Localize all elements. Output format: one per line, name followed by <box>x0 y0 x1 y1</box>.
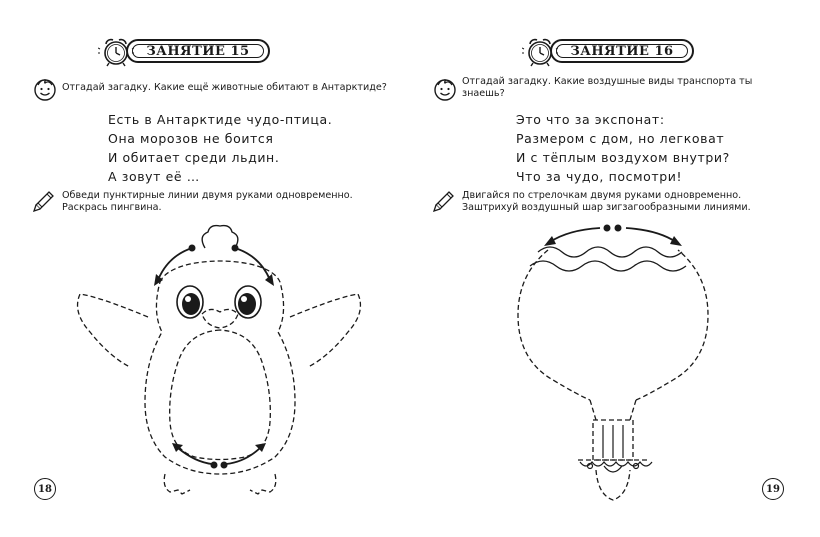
basket-bottom-outline <box>596 470 630 500</box>
top-right-arrow <box>626 228 676 242</box>
right-foot-outline <box>250 474 276 494</box>
riddle-poem <box>108 110 332 186</box>
balloon-envelope-outline <box>518 250 708 400</box>
drawing-task-line: Двигайся по стрелочкам двумя руками одновременно. <box>462 190 742 201</box>
riddle-poem <box>516 110 730 186</box>
penguin-belly-outline <box>170 330 271 460</box>
poem-line: А зовут её … <box>108 169 200 184</box>
poem-line: Это что за экспонат: <box>516 112 665 127</box>
wavy-line-lower <box>530 261 686 271</box>
penguin-eyes <box>177 286 261 318</box>
bottom-right-arrow <box>226 448 260 464</box>
child-face-icon <box>432 76 458 102</box>
child-face-icon <box>32 76 58 102</box>
penguin-beak-outline <box>202 309 238 328</box>
lesson-title: ЗАНЯТИЕ 15 <box>146 43 250 59</box>
drawing-task-line: Обведи пунктирные линии двумя руками одновременно. <box>62 190 353 201</box>
riddle-task <box>432 76 752 102</box>
penguin-body-outline <box>145 261 295 474</box>
poem-line: Размером с дом, но легковат <box>516 131 725 146</box>
lesson-title: ЗАНЯТИЕ 16 <box>570 43 674 59</box>
bottom-left-arrow <box>178 448 212 464</box>
poem-line: И с тёплым воздухом внутри? <box>516 150 730 165</box>
left-wing-outline <box>78 294 148 367</box>
right-wing-outline <box>290 294 360 367</box>
poem-line: И обитает среди льдин. <box>108 150 280 165</box>
drawing-task-line: Заштрихуй воздушный шар зигзагообразными линиями. <box>462 202 751 213</box>
page-number: 19 <box>766 483 780 495</box>
top-left-arrow <box>158 248 192 280</box>
pencil-icon <box>432 186 458 212</box>
pencil-icon <box>32 186 58 212</box>
poem-line: Есть в Антарктиде чудо-птица. <box>108 112 333 127</box>
penguin-crest <box>202 226 238 248</box>
riddle-task <box>32 76 387 102</box>
page-number-badge <box>762 478 784 500</box>
top-left-arrow <box>550 228 600 242</box>
page-number-badge <box>34 478 56 500</box>
right-page <box>410 0 820 537</box>
riddle-task-line: знаешь? <box>462 88 505 99</box>
riddle-task-text: Отгадай загадку. Какие ещё животные обитают в Антарктиде? <box>62 82 387 93</box>
balloon-neck-outline <box>590 400 636 420</box>
lesson-title-banner <box>550 39 694 63</box>
alarm-clock-icon <box>522 33 558 69</box>
drawing-task <box>32 186 353 214</box>
alarm-clock-icon <box>98 33 134 69</box>
hot-air-balloon-tracing-drawing <box>508 220 718 510</box>
poem-line: Она морозов не боится <box>108 131 274 146</box>
drawing-task-line: Раскрась пингвина. <box>62 202 162 213</box>
page-number: 18 <box>38 483 52 495</box>
drawing-task <box>432 186 751 214</box>
wavy-line-upper <box>538 247 682 257</box>
lesson-title-banner <box>126 39 270 63</box>
left-foot-outline <box>164 474 190 494</box>
riddle-task-line: Отгадай загадку. Какие воздушные виды транспорта ты <box>462 76 753 87</box>
penguin-tracing-drawing <box>70 222 370 507</box>
poem-line: Что за чудо, посмотри! <box>516 169 683 184</box>
